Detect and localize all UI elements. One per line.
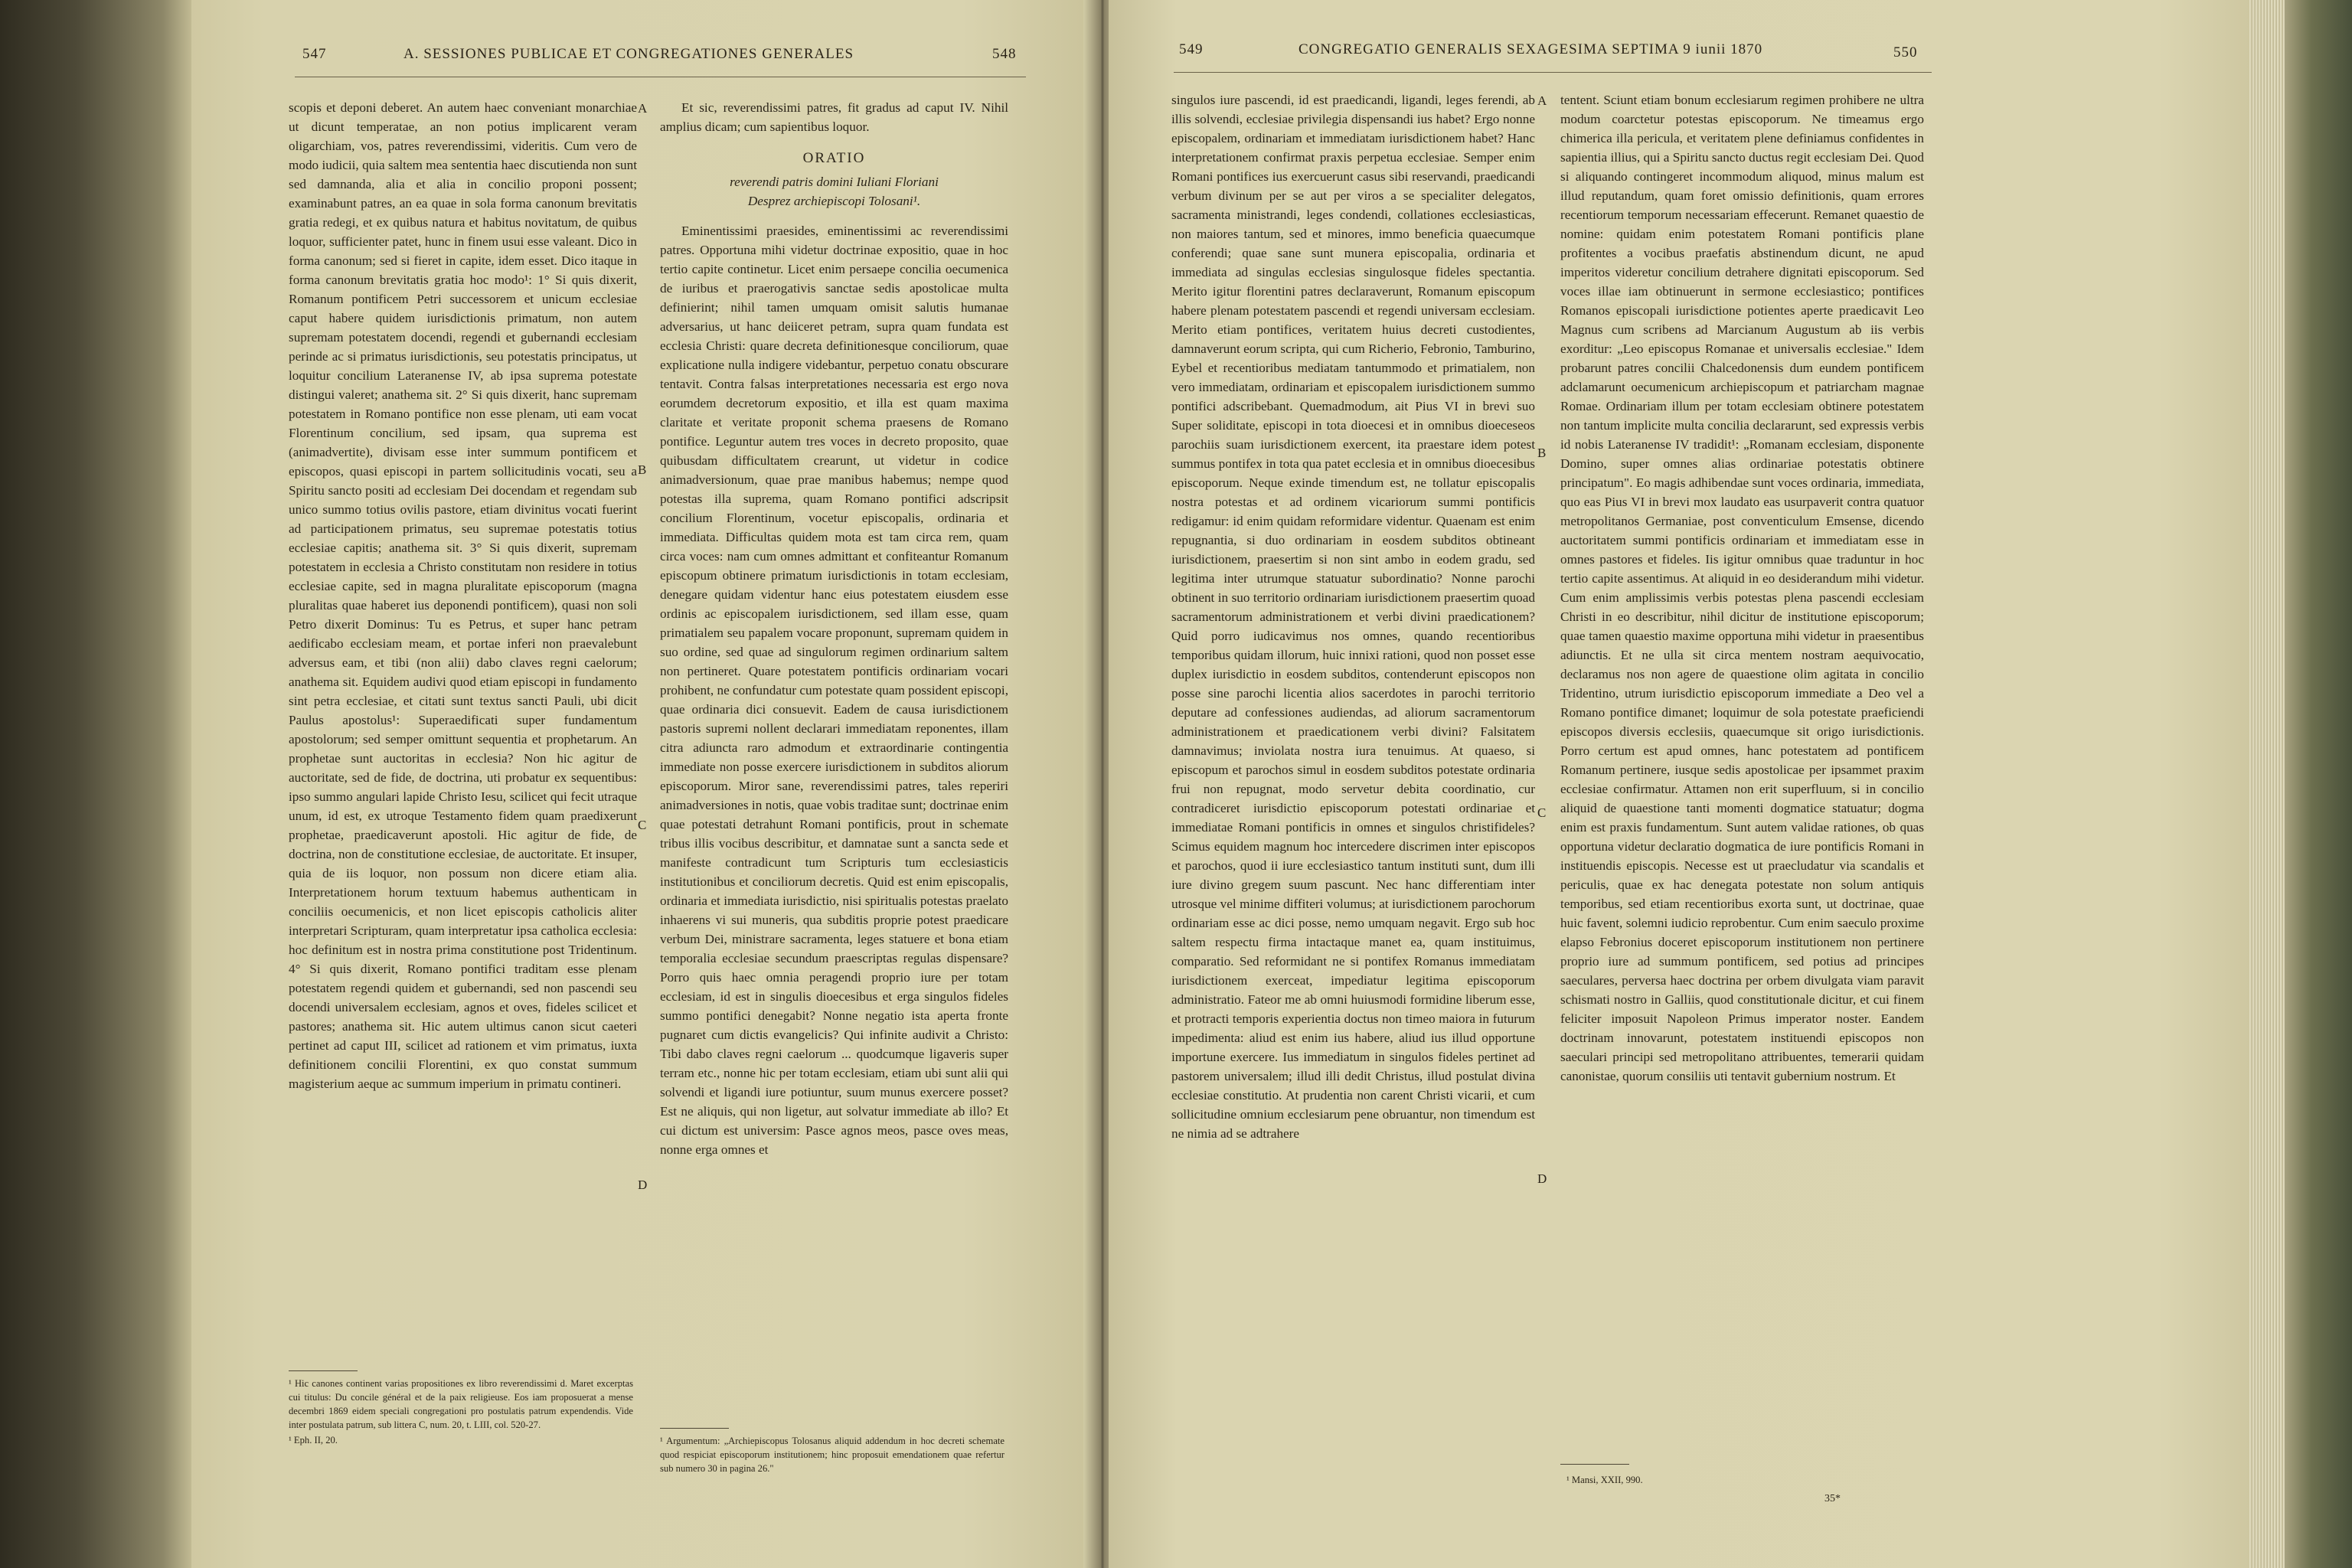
page-number-550: 550 <box>1893 44 1918 60</box>
footnote: ¹ Eph. II, 20. <box>289 1435 338 1446</box>
column-text: scopis et deponi deberet. An autem haec conveniant monarchiae ut dicunt temperatae, an non potius implicarent veram oligarchiam, vos, patres reverendissimi, videritis. Cum vero de modo iudicii, quia saltem mea sententia haec discutienda non sunt sed damnanda, alia et alia in concilio proponi possent; examinabunt patres, an ea quae in sola forma canonum brevitatis gratia redegi, et ex quibus natura et habitus novitatum, de quibus loquor, sufficienter patet, hunc in finem usui esse valeant. Dico in forma canonum; sed si fieret in capite, idem esset. Dico itaque in forma canonum brevitatis gratia hoc modo¹: 1° Si quis dixerit, Romanum pontificem Petri successorem et unicum ecclesiae caput habere quidem iurisdictionis primatum, non autem supremam potestatem docendi, regendi et gubernandi ecclesiam perinde ac si primatus iurisdictionis, seu potestatis principatus, ut loquitur concilium Lateranense IV, ab ipsa suprema potestate distingui valeret; anathema sit. 2° Si quis dixerit, hanc supremam potestatem in Romano pontifice non esse plenam, uti eam vocat Florentinum concilium, sed ipsam, qua suprema est (animadvertite), divisam esse inter summum pontificem et episcopos, quasi episcopi in partem sollicitudinis vocati, seu a Spiritu sancto positi ad ecclesiam Dei docendam et regendam sub unico summo totius ovilis pastore, etiam divinitus vocati fuerint ad participationem primatus, seu supremae potestatis totius ecclesiae capitis; anathema sit. 3° Si quis dixerit, supremam potestatem in ecclesia a Christo constitutam non residere in totius ecclesiae capite, sed in magna pluralitate episcoporum (magna pluralitas quae haberet ius deponendi pontificem), quasi non soli Petro dixerit Dominus: Tu es Petrus, et super hanc petram aedificabo ecclesiam meam, et portae inferi non praevalebunt adversus eam, et tibi (non alii) dabo claves regni caelorum; anathema sit. Equidem audivi quod etiam episcopi in fundamento sint petra ecclesiae, et citati sunt textus sancti Pauli, ubi dicit Paulus apostolus¹: Superaedificati super fundamentum apostolorum; sed semper omittunt sequentia et prophetarum. An prophetae sunt auctoritas in ecclesia? Non hic agitur de auctoritate, sed de fide, de doctrina, uti probatur ex sequentibus: ipso summo angulari lapide Christo Iesu, scilicet qui fecit utraque unum, id est, ex utroque Testamento fidem quam praedixerunt prophetae, praedicaverunt apostoli. Hic agitur de fide, de doctrina, non de constitutione ecclesiae, de auctoritate. Et insuper, quia de iis loquor, non possum non dicere etiam alia. Interpretationem horum textuum habemus authenticam in conciliis oecumenicis, et non licet episcopis catholicis aliter interpretari Scripturam, quam interpretatur ipsa catholica ecclesia: hoc definitum est in nostra prima constitutione post Tridentinum. 4° Si quis dixerit, Romano pontifici traditam esse plenam potestatem regendi quidem et gubernandi, sed non pascendi seu docendi universalem ecclesiam, agnos et oves, fideles scilicet et pastores; anathema sit. Hic autem ultimus canon sicut caeteri pertinet ad caput III, scilicet ad rationem et vim primatus, iuxta definitionem concilii Florentini, ex quo constat summum magisterium aeque ac summum imperium in primatu contineri. <box>289 100 637 1091</box>
left-dark-edge <box>0 0 191 1568</box>
column-text: singulos iure pascendi, id est praedicandi, ligandi, leges ferendi, ab illis solvendi, ecclesiae privilegia dispensandi ius habet? Ergo nonne episcopalem, ordinariam et immediatam iurisdictionem habet? Hanc interpretationem confirmat praxis perpetua ecclesiae. Semper enim Romani pontifices ius exercuerunt casus sibi reservandi, praedicandi verbum divinum per se aut per viros a se specialiter delegatos, sacramenta ministrandi, leges condendi, collationes ecclesiasticas, non maiores tantum, sed et minores, immo beneficia quaecumque conferendi; quae sane sunt munera episcopalia, ordinaria et immediata ad singulas ecclesias singulosque fideles spectantia. Merito igitur florentini patres declaraverunt, Romanum episcopum habere plenam potestatem pascendi et regendi universam ecclesiam. Merito etiam pontifices, veritatem huius decreti custodientes, damnaverunt eorum scripta, qui cum Richerio, Febronio, Tamburino, Eybel et recentioribus mediatam tantummodo et primatialem, non vero immediatam, ordinariam et episcopalem iurisdictionem summo pontifici adscribebant. Quemadmodum, ait Pius VI in brevi suo Super soliditate, episcopi in tota dioecesi et in omnibus dioeceseos parochiis suam iurisdictionem exercent, ita praestare idem potest summus pontifex in tota qua patet ecclesia et in omnibus dioecesibus episcoporum. Neque exinde timendum est, ne tollatur episcopalis nostra potestas et ad ordinem vicariorum summi pontificis redigamur: id enim quidam reformidare videntur. Quaenam est enim repugnantia, si duo ordinariam in eosdem subditos obtineant iurisdictionem, praesertim si non sint ambo in eodem gradu, sed legitima inter utrumque statuatur subordinatio? Nonne parochi obtinent in suo territorio ordinariam iurisdictionem praesertim quoad sacramentorum administrationem et verbi divini praedicationem? Quid porro iudicavimus nos omnes, quando recentioribus temporibus quidam illorum, huic innixi rationi, quod non posset esse duplex iurisdictio in eosdem subditos, contenderunt episcopos non posse sine parochi licentia alios sacerdotes in parochi territorio deputare ad confessiones audiendas, ad aliorum sacramentorum administrationem et praedicationem verbi divini? Falsitatem damnavimus; inviolata nostra iura tenuimus. At quaeso, si episcopum et parochos simul in eosdem subditos potestate ordinaria frui non repugnat, modo servetur debita coordinatio, cur contradiceret iurisdictio episcoporum potestati ordinariae et immediatae Romani pontificis in omnes et singulos christifideles? Scimus equidem magnum hoc intercedere discrimen inter episcopos et parochos, quod ii iure ecclesiastico tantum instituti sunt, dum illi iure divino gregem suum pascunt. Nec hanc differentiam inter utrosque vel minime diffiteri volumus; at iurisdictionem parochorum ordinariam esse ac dici posse, nemo umquam negavit. Ergo sub hoc saltem respectu firma intactaque manet ea, quam instituimus, comparatio. Sed reformidant ne si pontifex Romanus immediatam iurisdictionem exerceat, impediatur legitima episcoporum administratio. Fateor me ab omni huiusmodi formidine liberum esse, et protracti temporis experientia doctus non timeo maiora in futurum impedimenta: aliud est enim ius habere, aliud ius illud opportune importune exercere. Ius immediatum in singulos fideles pertinet ad pastorem universalem; illud illi dedit Christus, illud postulat divina ecclesiae constitutio. At prudentia non carent Christi vicarii, et cum sollicitudine omnium ecclesiarum pene obruantur, non timendum est ne nimia ad se adtrahere <box>1171 93 1535 1141</box>
right-page-column-2 <box>1560 90 1924 1453</box>
column-text: Eminentissimi praesides, eminentissimi ac reverendissimi patres. Opportuna mihi videtur doctrinae expositio, quae in hoc tertio capite continetur. Licet enim persaepe concilia oecumenica de iuribus et praerogativis sanctae sedis apostolicae multa definierint; nihil tamen umquam omisit salutis humanae adversarius, ut hanc deiiceret petram, supra quam fundata est ecclesia Christi: quare decreta definitionesque conciliorum, quae explicatione nulla indigere videbantur, perpetuo conatu obscurare tentavit. Contra falsas interpretationes necessaria est ergo nova eorumdem decretorum expositio, et illa est quam maxima claritate et veritate proponit schema praesens de Romano pontifice. Leguntur autem tres voces in decreto proposito, quae quibusdam difficultatem crearunt, ut videtur in codice animadversionum, quae prae manibus habemus; nempe quod potestas illa suprema, quam Romano pontifici adscripsit concilium Florentinum, vocetur episcopalis, ordinaria et immediata. Difficultas quidem mota est tam circa rem, quam circa voces: nam cum omnes admittant et confiteantur Romanum episcopum obtinere primatum iurisdictionis in totam ecclesiam, denegare quidam videntur hanc eius potestatem eiusdem esse ordinis ac episcopalem iurisdictionem, sed illam esse, quam primatialem seu papalem vocare proponunt, supremam quidem in suo ordine, sed quae ad singulorum regimen ordinarium saltem non pertineret. Quare potestatem pontificis ordinariam vocari prohibent, ne confundatur cum potestate quam possident episcopi, quae ordinaria dici consuevit. Eadem de causa iurisdictionem pastoris supremi nollent declarari immediatam reponentes, illam citra adiuncta raro admodum et extraordinarie contingentia immediate non posse exercere iurisdictionem in subditos aliorum episcoporum. Miror sane, reverendissimi patres, tales reperiri animadversiones in notis, quae vobis traditae sunt; doctrinae enim quae potestati detrahunt Romani pontificis, prout in schemate tribus illis vocibus describitur, et damnatae sunt a sancta sede et manifeste contradicunt tum Scripturis tum ecclesiasticis institutionibus et conciliorum decretis. Quid est enim episcopalis, ordinaria et immediata iurisdictio, nisi spiritualis potestas praelato inhaerens vi sui muneris, qua subditis proprie potest praedicare verbum Dei, ministrare sacramenta, leges statuere et bona etiam temporalia ecclesiae secundum praescriptas regulas dispensare? Porro quis haec omnia peragendi proprio iure per totam ecclesiam, id est in singulis dioecesibus et erga singulos fideles summo pontifici denegabit? Nonne negatio ista aperta fronte pugnaret cum dictis evangelicis? Qui infinite audivit a Christo: Tibi dabo claves regni caelorum ... quodcumque ligaveris super terram etc., nonne hic per totam ecclesiam, etiam ubi sunt alii qui solvendi et ligandi iure potiuntur, suum munus exercere posset? Est ne aliquis, qui non ligetur, aut solvatur immediate ab illo? Et cui dictum est universim: Pasce agnos meos, pasce oves meas, nonne erga omnes et <box>660 224 1008 1157</box>
oratio-title: ORATIO <box>802 150 866 166</box>
margin-letter-d: D <box>1537 1171 1547 1186</box>
page-number-547: 547 <box>302 46 327 62</box>
running-title-left: A. SESSIONES PUBLICAE ET CONGREGATIONES GENERALES <box>403 46 854 62</box>
cover-edge <box>2285 0 2352 1568</box>
margin-letter-d: D <box>638 1178 648 1192</box>
left-page-column-1 <box>289 98 637 1323</box>
footnote-rule <box>660 1428 729 1429</box>
page-number-549: 549 <box>1179 41 1204 57</box>
page-number-548: 548 <box>992 46 1017 62</box>
footnote-rule <box>1560 1464 1629 1465</box>
left-page <box>191 0 1099 1568</box>
oratio-subtitle-1: reverendi patris domini Iuliani Floriani <box>730 175 939 189</box>
page-edges-stack <box>2249 0 2352 1568</box>
column-intro: Et sic, reverendissimi patres, fit gradus ad caput IV. Nihil amplius dicam; cum sapientibus loquor. <box>660 100 1008 134</box>
running-title-right: CONGREGATIO GENERALIS SEXAGESIMA SEPTIMA 9 iunii 1870 <box>1298 41 1763 57</box>
right-page <box>1109 0 2249 1568</box>
footnote: ¹ Hic canones continent varias propositiones ex libro reverendissimi d. Maret excerptas cui titulus: Du concile général et de la paix religieuse. Eos iam proposuerat a mense decembri 1869 eidem speciali congregationi pro postulatis patrum expendendis. Vide inter postulata patrum, sub littera C, num. 20, t. LIII, col. 520-27. <box>289 1378 633 1430</box>
footnote-rule <box>289 1370 358 1371</box>
footnotes-left-col2 <box>660 1434 1004 1503</box>
margin-letter-a: A <box>1537 93 1547 108</box>
footnote: ¹ Mansi, XXII, 990. <box>1566 1475 1643 1485</box>
margin-letter-a: A <box>638 101 648 116</box>
margin-letter-c: C <box>1537 805 1547 820</box>
right-page-column-1 <box>1171 90 1535 1491</box>
footnote: ¹ Argumentum: „Archiepiscopus Tolosanus aliquid addendum in hoc decreti schemate quod respiciat episcoporum institutionem; hinc proposuit emendationem quae refertur sub numero 30 in pagina 26." <box>660 1436 1004 1474</box>
margin-letter-b: B <box>1537 446 1547 460</box>
oratio-subtitle-2: Desprez archiepiscopi Tolosani¹. <box>747 194 921 208</box>
margin-letter-c: C <box>638 818 647 832</box>
header-rule-right <box>1174 72 1932 73</box>
margin-letter-b: B <box>638 462 647 477</box>
footnotes-right <box>1566 1473 1873 1490</box>
left-page-column-2 <box>660 98 1008 1415</box>
column-text: tentent. Sciunt etiam bonum ecclesiarum regimen prohibere ne ultra modum coarctetur potestas episcoporum. Ne timeamus ergo chimerica illa pericula, et veritatem plene definiamus confidentes in sapientia illius, qui a Spiritu sancto ductus regit ecclesiam Dei. Quod si aliquando contingeret incommodum aliquod, minus malum est illud reputandum, quam foret omissio definitionis, quam errores recentiorum temporum necessariam effecerunt. Remanet quaestio de nomine: quidam enim potestatem Romani pontificis plane profitentes a vocibus praefatis abstinendum dicunt, ne apud imperitos videretur concilium detrahere dignitati episcoporum. Sed voces illae iam obtinuerunt in sermone ecclesiastico; pontifices Romanos episcopali iurisdictione potientes aperte praedicavit Leo Magnus cum scribens ad Marcianum Augustum ab iis verbis exorditur: „Leo episcopus Romanae et universalis ecclesiae." Idem probarunt patres concilii Chalcedonensis dum eundem pontificem adclamarunt oecumenicum archiepiscopum et patriarcham magnae Romae. Ordinariam illum per totam ecclesiam obtinere potestatem non tantum implicite multa concilia declararunt, sed expressis verbis id nobis Lateranense IV tradidit¹: „Romanam ecclesiam, disponente Domino, super omnes alias ordinariae potestatis obtinere principatum". Eo magis adhibendae sunt voces ordinaria, immediata, quo eas Pius VI in brevi mox laudato eas usurpaverit contra quatuor metropolitanos Germaniae, post conventiculum Emsense, dicendo auctoritatem summi pontificis ordinariam et immediatam esse in omnes pastores et fideles. Iis igitur omnibus quae traduntur in hoc tertio capite assentimus. At aliquid in eo desiderandum mihi videtur. Cum enim amplissimis verbis potestas plena pascendi ecclesiam Christi in eo describitur, nihil dicitur de institutione episcoporum; quae tamen quaestio maxime opportuna mihi videtur in praesentibus adiunctis. Et ne ulla sit circa mentem nostram aequivocatio, declaramus nos non agere de quaestione olim agitata in concilio Tridentino, utrum iurisdictio episcoporum immediate a Deo vel a Romano pontifice dimanet; loquimur de sola potestate praeficiendi episcopos diversis ecclesiis, quaecumque sit origo iurisdictionis. Porro certum est apud omnes, hanc potestatem ad pontificem Romanum pertinere, iusque sedis apostolicae per ipsammet praxim ecclesiae confirmatur. Attamen non erit superfluum, si in concilio aliquid de quaestione tanti momenti dogmatice statuatur; dogma enim est praxis fundamentum. Sunt autem validae rationes, ob quas opportuna videtur declaratio dogmatica de iure pontificis Romani in instituendis episcopis. Necesse est ut praecludatur via scandalis et periculis, quae ex hac denegata potestate non solum antiquis temporibus, sed etiam recentioribus exorta sunt, ut doctrinae, quae huic favent, solemni iudicio reprobentur. Cum enim saeculo proxime elapso Febronius doceret episcoporum institutionem non pertinere proprio iure ad summum pontificem, sed potius ad principes saeculares, perversa haec doctrina per orbem divulgata viam paravit schismati nostro in Galliis, quod constitutionale dicitur, et cui finem feliciter imposuit Napoleon Primus imperator noster. Eandem doctrinam innovarunt, potestatem instituendi episcopos non saeculari principi sed metropolitano attribuentes, temerarii quidam canonistae, quorum consiliis uti tentavit gubernium nostrum. Et <box>1560 93 1924 1083</box>
footnotes-left-col1 <box>289 1377 633 1499</box>
signature-mark: 35* <box>1824 1493 1841 1504</box>
